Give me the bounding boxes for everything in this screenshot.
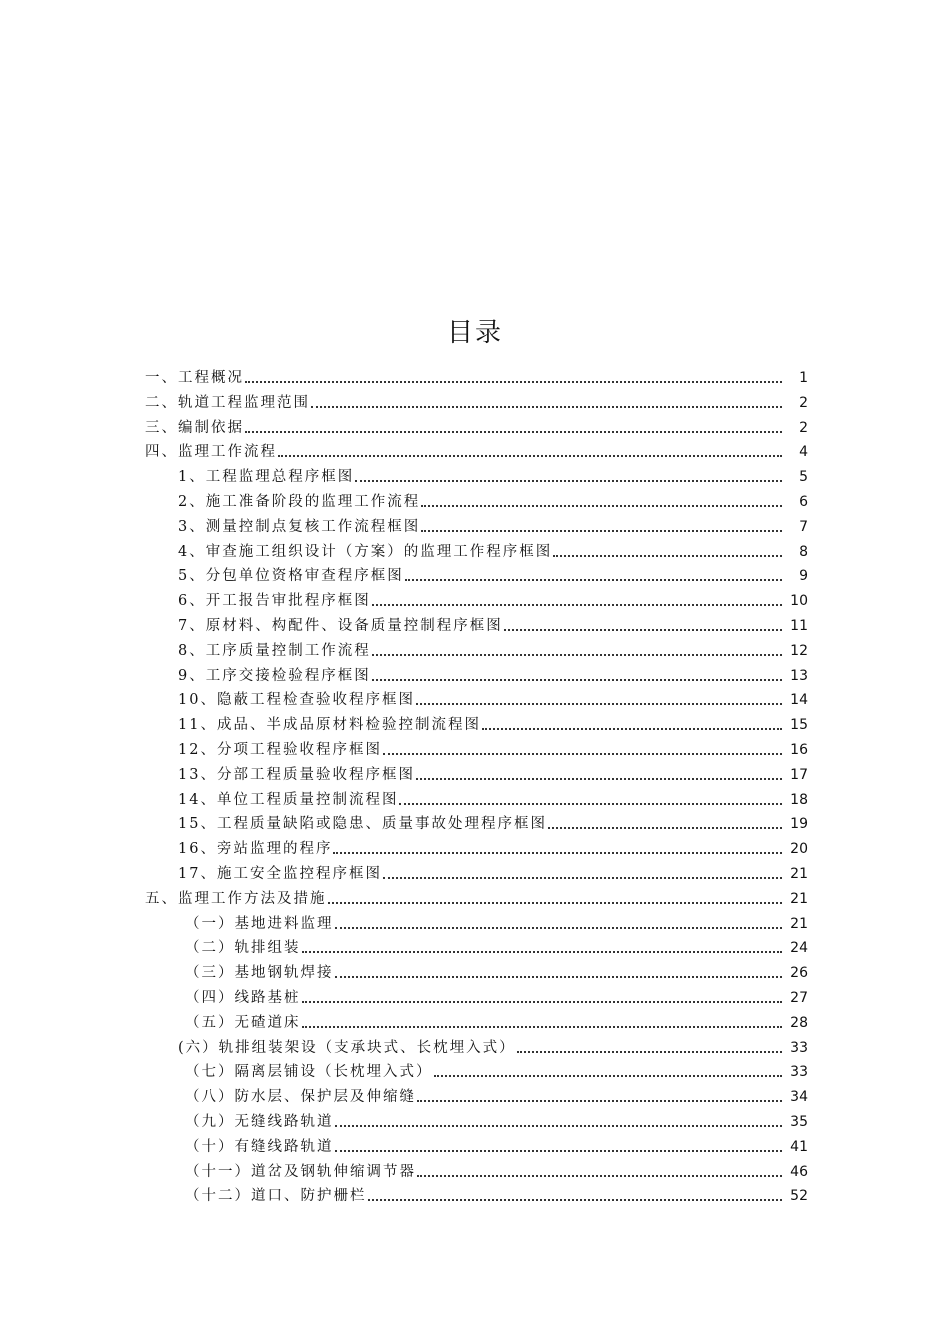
toc-entry-label: （二）轨排组装 [185,940,301,957]
toc-entry-page-number: 21 [790,890,808,907]
toc-entry[interactable] [185,1011,808,1033]
toc-entry-label: （十一）道岔及钢轨伸缩调节器 [185,1163,416,1180]
toc-entry-label: (六）轨排组装架设（支承块式、长枕埋入式） [178,1039,516,1056]
toc-entry-label: 四、监理工作流程 [145,444,277,461]
toc-entry-page-number: 9 [799,568,808,585]
toc-entry-page-number: 14 [790,692,808,709]
toc-entry[interactable] [185,961,808,983]
toc-entry-page-number: 8 [799,543,808,560]
dot-leader [335,1150,783,1152]
dot-leader [421,505,782,507]
toc-entry-label: 二、轨道工程监理范围 [145,394,310,411]
toc-entry-page-number: 26 [790,965,808,982]
toc-entry-page-number: 41 [790,1138,808,1155]
toc-entry[interactable] [145,440,808,462]
dot-leader [405,579,782,581]
toc-entry-page-number: 13 [790,667,808,684]
toc-entry[interactable] [185,1135,808,1157]
toc-entry-label: 12、分项工程验收程序框图 [178,742,382,758]
toc-entry-page-number: 16 [790,742,808,758]
toc-entry[interactable] [185,1085,808,1107]
toc-entry-label: （四）线路基桩 [185,990,301,1006]
toc-entry-page-number: 11 [790,618,808,634]
toc-entry[interactable] [178,862,808,884]
toc-entry-label: 15、工程质量缺陷或隐患、质量事故处理程序框图 [178,816,547,833]
toc-entry-label: 14、单位工程质量控制流程图 [178,791,399,808]
toc-entry-page-number: 2 [799,419,808,436]
toc-entry-label: 2、施工准备阶段的监理工作流程 [178,494,421,510]
toc-entry-page-number: 12 [790,642,808,659]
toc-entry-label: 6、开工报告审批程序框图 [178,593,371,610]
toc-entry-page-number: 24 [790,940,808,957]
toc-entry[interactable] [145,391,808,413]
toc-entry[interactable] [178,639,808,661]
dot-leader [328,902,783,904]
dot-leader [302,1026,783,1028]
dot-leader [302,1001,783,1003]
dot-leader [417,1175,782,1177]
toc-entry-page-number: 46 [790,1163,808,1180]
toc-entry[interactable] [145,887,808,909]
dot-leader [383,877,782,879]
dot-leader [372,604,782,606]
toc-entry[interactable] [178,490,808,512]
toc-entry[interactable] [185,1110,808,1132]
toc-entry[interactable] [185,1160,808,1182]
toc-entry[interactable] [185,912,808,934]
dot-leader [517,1051,782,1053]
dot-leader [311,406,782,408]
dot-leader [333,852,782,854]
toc-entry-label: 7、原材料、构配件、设备质量控制程序框图 [178,618,503,634]
toc-entry-label: 4、审查施工组织设计（方案）的监理工作程序框图 [178,543,553,560]
dot-leader [372,654,782,656]
dot-leader [335,976,783,978]
toc-entry-page-number: 21 [790,866,808,882]
toc-entry-label: （八）防水层、保护层及伸缩缝 [185,1089,416,1106]
toc-entry-page-number: 5 [799,469,808,486]
toc-entry-label: （十二）道口、防护栅栏 [185,1188,367,1205]
toc-entry-label: 3、测量控制点复核工作流程框图 [178,518,421,535]
dot-leader [417,1100,782,1102]
toc-entry[interactable] [185,1184,808,1206]
dot-leader [553,555,782,557]
toc-entry-page-number: 19 [790,816,808,833]
toc-entry[interactable] [178,540,808,562]
toc-entry-page-number: 18 [790,791,808,808]
toc-entry-label: 三、编制依据 [145,419,244,436]
toc-entry-page-number: 33 [790,1039,808,1056]
toc-entry[interactable] [178,515,808,537]
dot-leader [416,703,782,705]
dot-leader [335,1125,783,1127]
toc-entry-label: （十）有缝线路轨道 [185,1138,334,1155]
toc-entry-label: 8、工序质量控制工作流程 [178,642,371,659]
toc-entry-page-number: 35 [790,1114,808,1130]
dot-leader [368,1199,783,1201]
toc-entry-page-number: 34 [790,1089,808,1106]
dot-leader [548,827,782,829]
toc-title: 目录 [446,318,503,348]
toc-entry[interactable] [145,366,808,388]
toc-entry-page-number: 27 [790,990,808,1006]
toc-entry-page-number: 20 [790,841,808,858]
dot-leader [421,530,782,532]
dot-leader [302,951,783,953]
toc-entry[interactable] [178,564,808,586]
toc-entry-label: （一）基地进料监理 [185,915,334,932]
dot-leader [383,753,782,755]
dot-leader [434,1075,783,1077]
toc-entry-page-number: 52 [790,1188,808,1205]
toc-entry-page-number: 4 [799,444,808,461]
toc-entry[interactable] [185,1060,808,1082]
dot-leader [245,431,782,433]
toc-entry[interactable] [178,713,808,735]
toc-entry-label: （七）隔离层铺设（长枕埋入式） [185,1064,433,1081]
dot-leader [416,778,782,780]
toc-entry[interactable] [178,614,808,636]
toc-entry[interactable] [178,1036,808,1058]
dot-leader [245,381,782,383]
toc-entry-label: 13、分部工程质量验收程序框图 [178,766,415,783]
toc-entry-label: 17、施工安全监控程序框图 [178,866,382,882]
toc-entry-page-number: 7 [799,518,808,535]
toc-entry-label: （九）无缝线路轨道 [185,1114,334,1130]
dot-leader [399,803,782,805]
toc-entry-page-number: 17 [790,766,808,783]
toc-entry-page-number: 21 [790,915,808,932]
toc-entry-page-number: 2 [799,394,808,411]
toc-entry[interactable] [178,788,808,810]
dot-leader [355,480,782,482]
toc-entry-page-number: 33 [790,1064,808,1081]
dot-leader [504,629,782,631]
toc-entry-page-number: 28 [790,1014,808,1031]
toc-entry[interactable] [178,688,808,710]
toc-entry-label: 16、旁站监理的程序 [178,841,333,858]
toc-entry-label: （五）无碴道床 [185,1014,301,1031]
toc-entry[interactable] [185,986,808,1008]
toc-entry-label: 10、隐蔽工程检查验收程序框图 [178,692,415,709]
toc-entry-label: 9、工序交接检验程序框图 [178,667,371,684]
toc-entry-label: 一、工程概况 [145,370,244,386]
toc-entry[interactable] [178,738,808,760]
toc-entry-page-number: 15 [790,717,808,734]
toc-entry[interactable] [178,837,808,859]
toc-entry[interactable] [178,664,808,686]
toc-entry[interactable] [185,936,808,958]
dot-leader [372,679,782,681]
toc-entry[interactable] [178,763,808,785]
toc-entry[interactable] [178,465,808,487]
toc-entry[interactable] [178,812,808,834]
dot-leader [482,728,782,730]
toc-entry-page-number: 10 [790,593,808,610]
toc-entry[interactable] [145,416,808,438]
dot-leader [278,455,782,457]
toc-entry-page-number: 1 [799,370,808,386]
toc-entry-label: 五、监理工作方法及措施 [145,890,327,907]
toc-entry-page-number: 6 [799,494,808,510]
toc-entry-label: （三）基地钢轨焊接 [185,965,334,982]
toc-entry-label: 11、成品、半成品原材料检验控制流程图 [178,717,481,734]
toc-entry-label: 1、工程监理总程序框图 [178,469,355,486]
toc-entry-label: 5、分包单位资格审查程序框图 [178,568,404,585]
toc-entry[interactable] [178,589,808,611]
dot-leader [335,927,783,929]
